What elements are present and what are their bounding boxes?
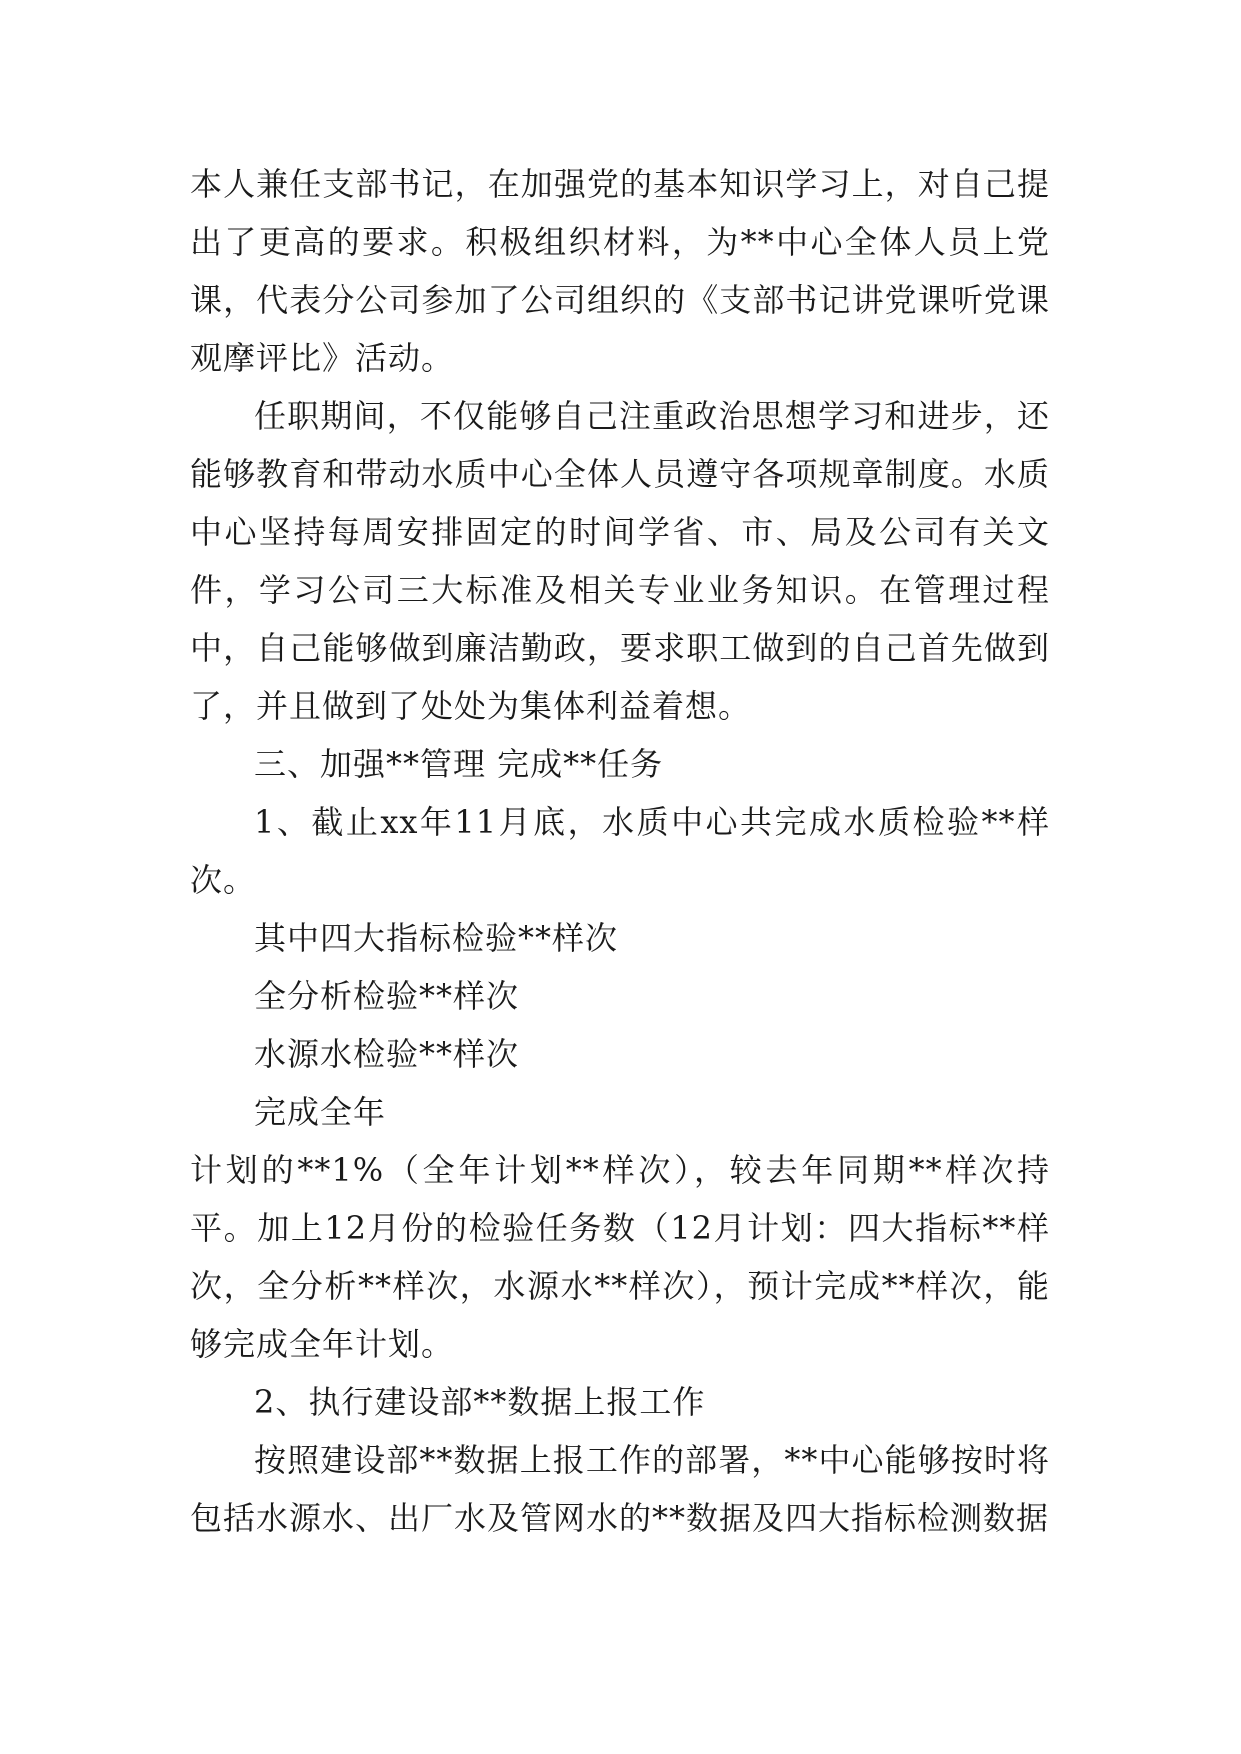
paragraph-tenure: 任职期间，不仅能够自己注重政治思想学习和进步，还能够教育和带动水质中心全体人员遵守各项规章制度。水质中心坚持每周安排固定的时间学省、市、局及公司有关文件，学习公司三大标准及相关专业业务知识。在管理过程中，自己能够做到廉洁勤政，要求职工做到的自己首先做到了，并且做到了处处为集体利益着想。	[190, 397, 1050, 725]
paragraph-party-secretary: 本人兼任支部书记，在加强党的基本知识学习上，对自己提出了更高的要求。积极组织材料，为**中心全体人员上党课，代表分公司参加了公司组织的《支部书记讲党课听党课观摩评比》活动。	[190, 165, 1050, 377]
paragraph-data-report: 按照建设部**数据上报工作的部署，**中心能够按时将包括水源水、出厂水及管网水的**数据及四大指标检测数据	[190, 1441, 1050, 1537]
list-item-annual-completion: 完成全年	[254, 1093, 387, 1131]
section-heading-3: 三、加强**管理 完成**任务	[254, 745, 664, 783]
list-item-four-indicators: 其中四大指标检验**样次	[254, 919, 619, 957]
list-item-source-water: 水源水检验**样次	[254, 1035, 520, 1073]
paragraph-annual-plan: 计划的**1%（全年计划**样次），较去年同期**样次持平。加上12月份的检验任务数（12月计划：四大指标**样次，全分析**样次，水源水**样次），预计完成**样次，能够完成全年计划。	[190, 1151, 1050, 1363]
list-item-full-analysis: 全分析检验**样次	[254, 977, 520, 1015]
paragraph-item-1: 1、截止xx年11月底，水质中心共完成水质检验**样次。	[190, 803, 1050, 899]
paragraph-item-2-heading: 2、执行建设部**数据上报工作	[254, 1383, 706, 1421]
document-body	[190, 155, 1050, 1547]
